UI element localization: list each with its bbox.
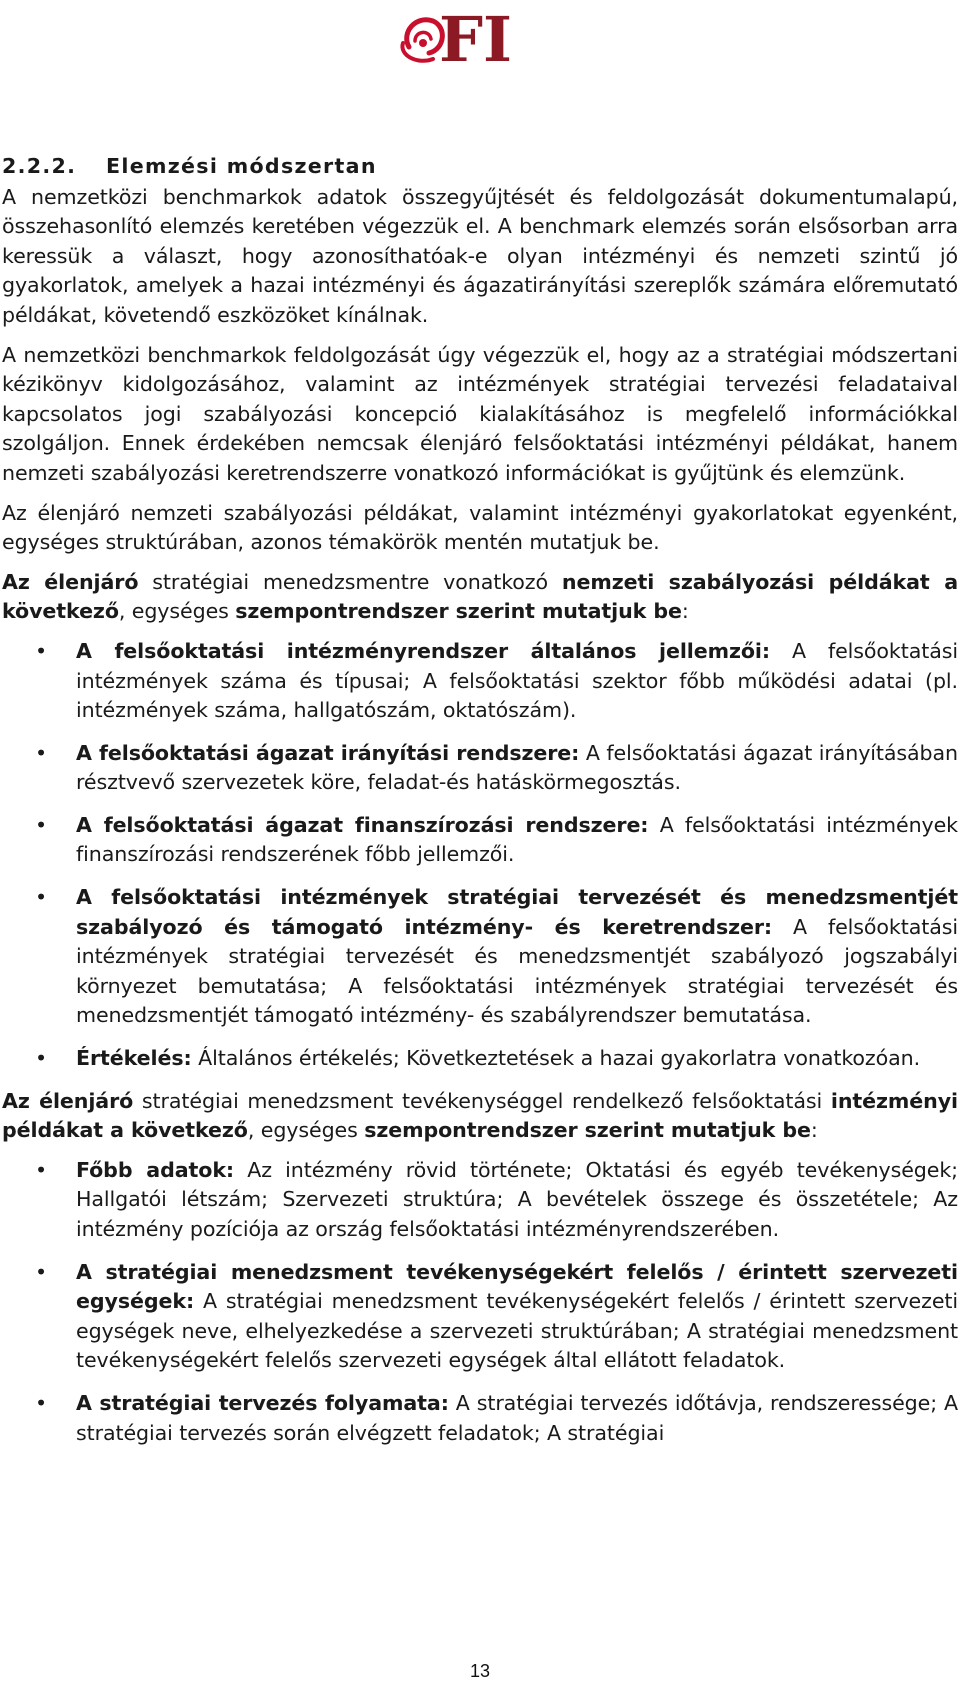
intro-text: stratégiai menedzsment tevékenységgel rendelkező felsőoktatási [133,1088,831,1113]
bullet-icon: • [35,638,48,663]
list-item [2,1156,958,1245]
bullet-icon: • [35,885,48,910]
bullet-icon: • [35,1157,48,1182]
paragraph: A nemzetközi benchmarkok adatok összegyűjtését és feldolgozását dokumentumalapú, összehasonlító elemzés keretében végezzük el. A benchmark elemzés során elsősorban arra keressük a választ, hogy azonosíthatóak-e olyan intézményi és nemzeti szintű jó gyakorlatok, amelyek a hazai intézményi és ágazatirányítási szereplők számára előremutató példákat, követendő eszközöket kínálnak. [2,184,958,327]
page-number: 13 [469,1661,491,1681]
intro-text: : [810,1118,818,1143]
ofi-logo-mark [393,3,523,69]
intro-text: stratégiai menedzsmentre vonatkozó [138,569,562,594]
item-text: A stratégiai tervezés időtávja, rendszeressége; A stratégiai tervezés során elvégzett feladatok; A stratégiai [76,1390,958,1445]
item-bold: A stratégiai menedzsment tevékenységekért felelős / érintett szervezeti egységek: [76,1259,958,1314]
item-text: Általános értékelés; Következtetések a hazai gyakorlatra vonatkozóan. [191,1046,921,1071]
section-heading [2,152,958,182]
list-item [2,637,958,726]
intro-bold: Az élenjáró [2,569,139,594]
item-bold: A stratégiai tervezés folyamata: [76,1390,449,1415]
intro-text: : [681,599,689,624]
list-item [2,811,958,870]
item-text: A felsőoktatási ágazat irányításában résztvevő szervezetek köre, feladat-és hatáskörmegosztás. [76,740,958,795]
paragraph: A nemzetközi benchmarkok feldolgozását úgy végezzük el, hogy az a stratégiai módszertani kézikönyv kidolgozásához, valamint az intézmények stratégiai tervezési feladataival kapcsolatos jogi szabályozási koncepció kialakításához is megfelelő információkkal szolgáljon. Ennek érdekében nemcsak élenjáró felsőoktatási intézményi példákat, hanem nemzeti szabályozási keretrendszerre vonatkozó információkat is gyűjtünk és elemzünk. [2,342,958,485]
intro-text: , egységes [118,599,236,624]
paragraph: Az élenjáró nemzeti szabályozási példákat, valamint intézményi gyakorlatokat egyenként, egységes struktúrában, azonos témakörök mentén mutatjuk be. [2,500,958,555]
item-bold: A felsőoktatási intézmények stratégiai tervezését és menedzsmentjét szabályozó és támogató intézmény- és keretrendszer: [76,885,958,939]
list-item [2,739,958,798]
intro-text: , egységes [247,1118,365,1143]
intro-bold: szempontrendszer szerint mutatjuk be [235,599,682,624]
item-text: Az intézmény rövid története; Oktatási és egyéb tevékenységek; Hallgatói létszám; Szervezeti struktúra; A bevételek összege és összetétele; Az intézmény pozíciója az ország felsőoktatási intézményrendszerében. [76,1157,959,1241]
section-number: 2.2.2. [2,154,77,178]
svg-text:FI: FI [439,3,513,69]
item-bold: Értékelés: [76,1046,192,1071]
ofi-logo [393,3,523,69]
list-item [2,1258,958,1376]
item-text: A felsőoktatási intézmények száma és típusai; A felsőoktatási szektor főbb működési adatai (pl. intézmények száma, hallgatószám, oktatószám). [76,638,958,723]
document-body [2,152,958,1461]
intro-bold: intézményi példákat a következő [2,1088,958,1143]
intro-bold: Az élenjáró [2,1088,134,1113]
section-title: Elemzési módszertan [106,154,377,178]
item-text: A felsőoktatási intézmények finanszírozási rendszerének főbb jellemzői. [76,812,958,867]
list-item [2,883,958,1031]
intro-bold: szempontrendszer szerint mutatjuk be [364,1118,811,1143]
item-bold: A felsőoktatási ágazat finanszírozási rendszere: [76,812,649,837]
national-criteria-list [2,637,958,1074]
intro-bold: nemzeti szabályozási példákat a következő [2,569,958,624]
bullet-icon: • [35,812,48,837]
item-bold: A felsőoktatási ágazat irányítási rendszere: [76,740,580,765]
national-intro [2,568,958,627]
list-item [2,1044,958,1074]
bullet-icon: • [35,1046,48,1071]
item-text: A stratégiai menedzsment tevékenységekért felelős / érintett szervezeti egységek neve, elhelyezkedése a szervezeti struktúrában; A stratégiai menedzsment tevékenységekért felelős szervezeti egységek által ellátott feladatok. [76,1289,958,1373]
item-text: A felsőoktatási intézmények stratégiai tervezését és menedzsmentjét szabályozó jogszabályi környezet bemutatása; A felsőoktatási intézmények stratégiai tervezését és menedzsmentjét támogató intézmény- és szabályrendszer bemutatása. [76,914,958,1028]
bullet-icon: • [35,740,48,765]
institution-criteria-list [2,1156,958,1448]
item-bold: A felsőoktatási intézményrendszer általános jellemzői: [76,638,771,663]
bullet-icon: • [35,1390,48,1415]
item-bold: Főbb adatok: [76,1157,235,1182]
institution-intro [2,1087,958,1146]
bullet-icon: • [35,1259,48,1284]
list-item [2,1389,958,1448]
